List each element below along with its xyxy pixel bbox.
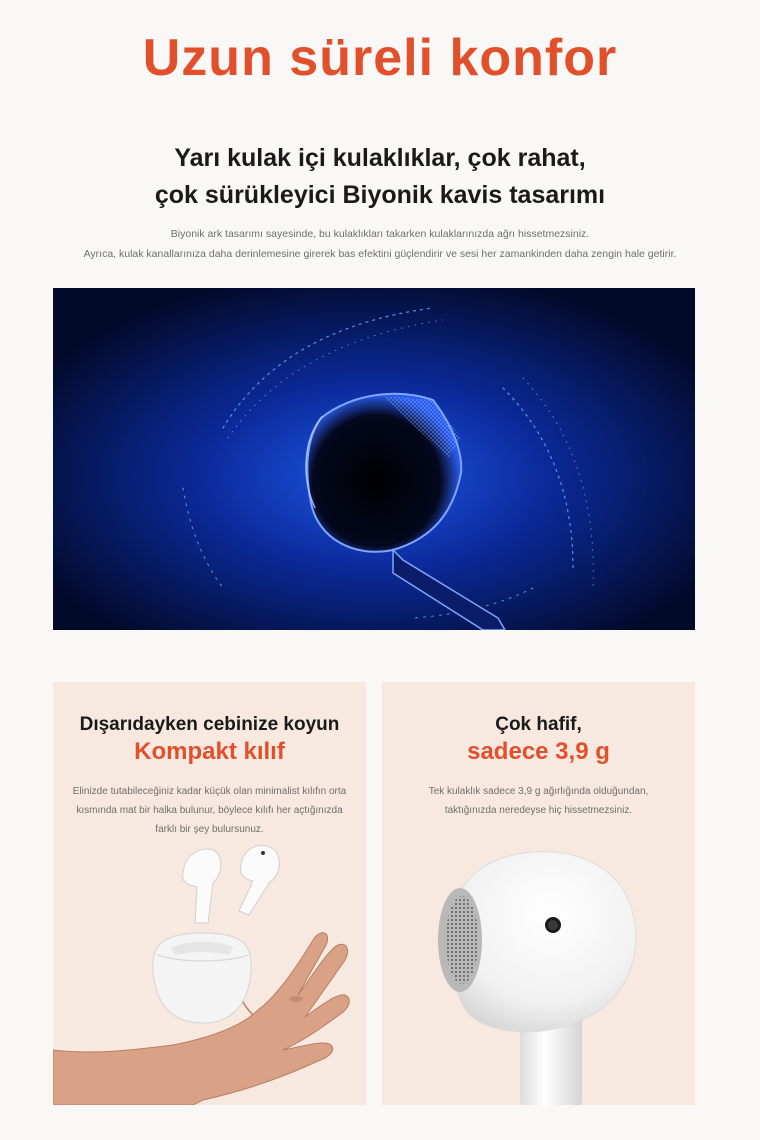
lightweight-heading: Çok hafif,: [495, 714, 582, 735]
hand-holding-case-illustration: [53, 845, 366, 1105]
compact-case-heading: Dışarıdayken cebinize koyun: [79, 714, 340, 735]
lightweight-description: [396, 782, 681, 820]
compact-case-accent: Kompakt kılıf: [134, 738, 285, 765]
compact-case-description-line-3: farklı bir şey bulursunuz.: [155, 824, 264, 835]
compact-case-description: [67, 782, 352, 839]
feature-headline-line-2: çok sürükleyici Biyonik kavis tasarımı: [154, 181, 606, 209]
bionic-curve-visual: [53, 288, 695, 630]
compact-case-card: [53, 682, 366, 1105]
feature-headline: [0, 140, 760, 214]
page-title: Uzun süreli konfor: [142, 29, 618, 87]
lightweight-description-line-1: Tek kulaklık sadece 3,9 g ağırlığında olduğundan,: [428, 786, 649, 797]
compact-case-description-line-1: Elinizde tutabileceğiniz kadar küçük olan minimalist kılıfın orta: [72, 786, 347, 797]
lightweight-description-line-2: taktığınızda neredeyse hiç hissetmezsiniz.: [444, 805, 633, 816]
lightweight-accent: sadece 3,9 g: [467, 738, 610, 765]
feature-description: [0, 224, 760, 264]
single-earbud-closeup: [382, 830, 695, 1105]
feature-description-line-2: Ayrıca, kulak kanallarınıza daha derinlemesine girerek bas efektini güçlendirir ve sesi her zamankinden daha zengin hale getirir.: [83, 248, 677, 260]
lightweight-card: [382, 682, 695, 1105]
feature-headline-line-1: Yarı kulak içi kulaklıklar, çok rahat,: [174, 144, 586, 172]
compact-case-description-line-2: kısmında mat bir halka bulunur, böylece kılıfı her açtığınızda: [76, 805, 343, 816]
feature-description-line-1: Biyonik ark tasarımı sayesinde, bu kulaklıkları takarken kulaklarınızda ağrı hissetmezsiniz.: [170, 228, 590, 240]
earbud-wireframe-illustration: [53, 288, 695, 630]
